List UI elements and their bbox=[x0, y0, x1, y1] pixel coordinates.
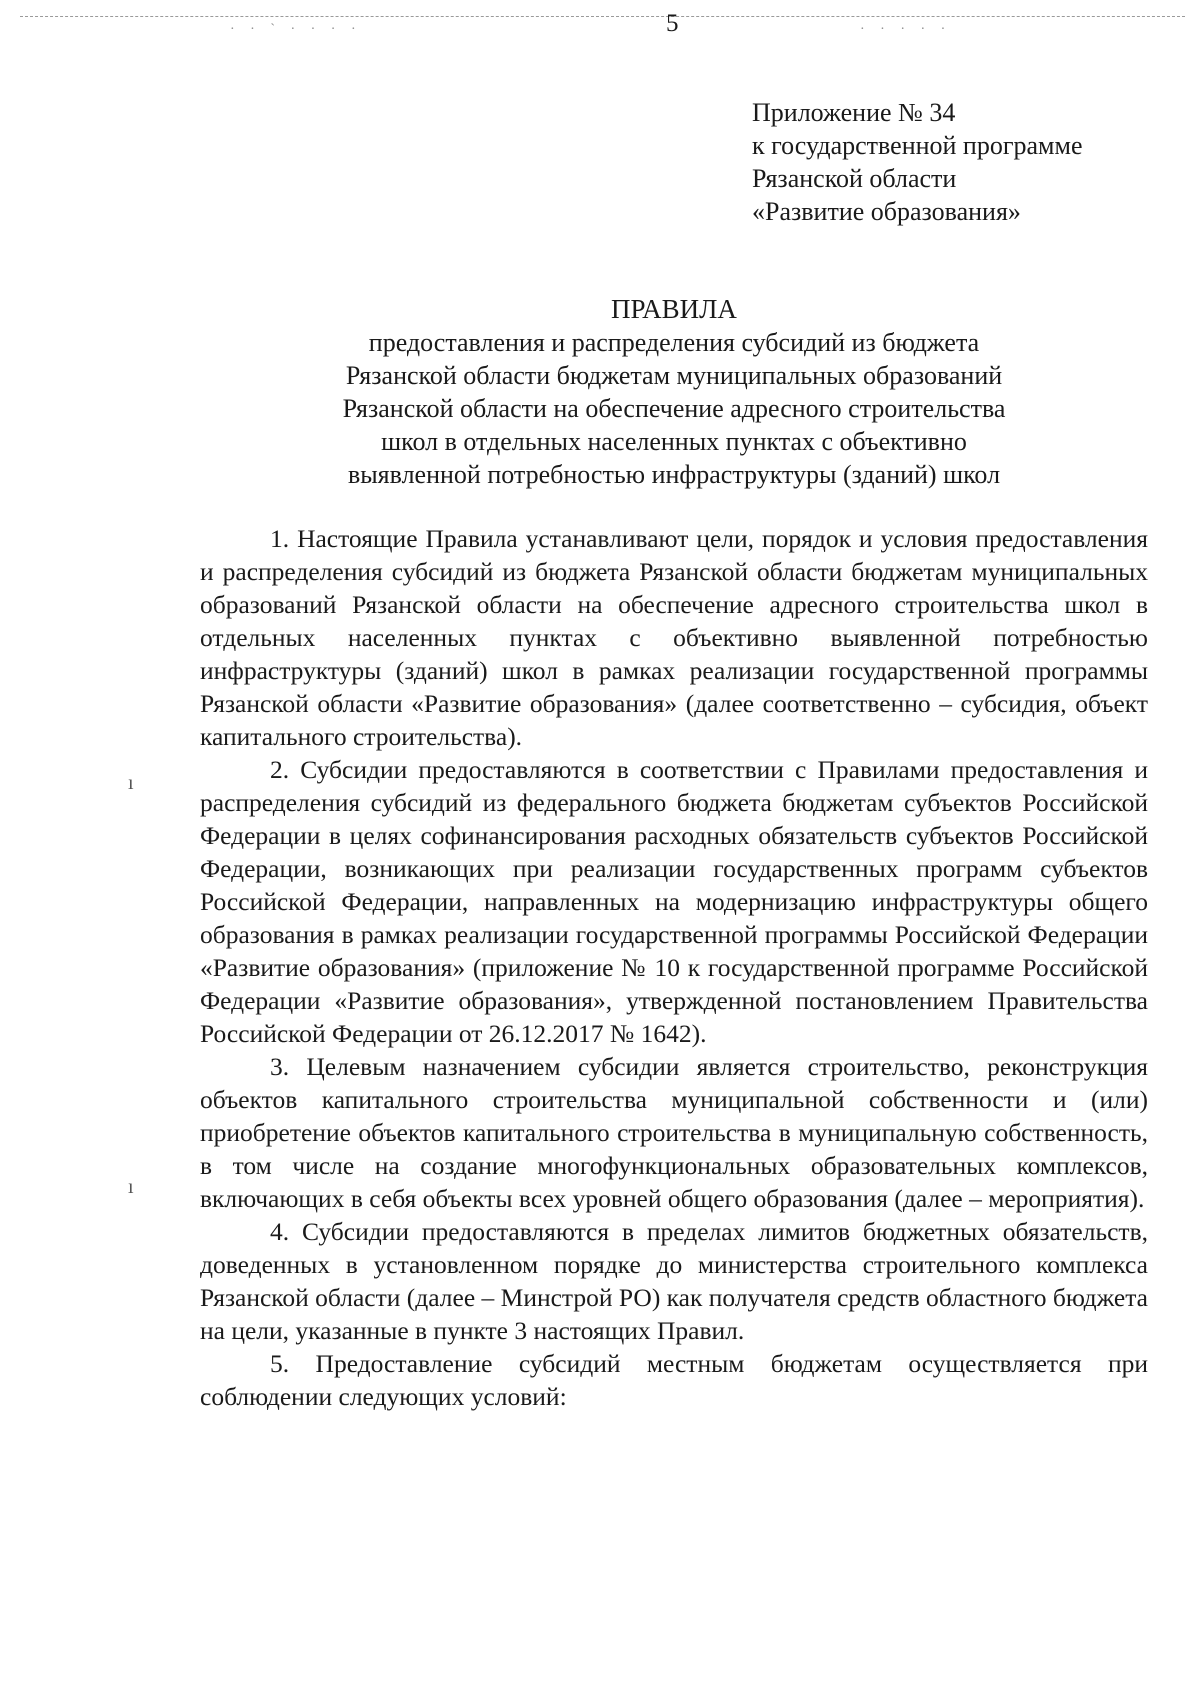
margin-mark: ı bbox=[128, 772, 134, 794]
paragraph-3: 3. Целевым назначением субсидии является строительство, реконструкция объектов капитального строительства муниципальной собственности и (или) приобретение объектов капитального строительства в муниципальную собственность, в том числе на создание многофункциональных образовательных комплексов, включающих в себя объекты всех уровней общего образования (далее – мероприятия). bbox=[200, 1052, 1148, 1213]
heading-line: Рязанской области бюджетам муниципальных образований bbox=[345, 361, 1003, 390]
heading-line: предоставления и распределения субсидий из бюджета bbox=[368, 328, 980, 357]
margin-mark: ı bbox=[128, 1176, 134, 1198]
appendix-line: Приложение № 34 bbox=[752, 98, 956, 127]
heading-line: выявленной потребностью инфраструктуры (зданий) школ bbox=[347, 460, 1001, 489]
paragraph-5: 5. Предоставление субсидий местным бюджетам осуществляется при соблюдении следующих условий: bbox=[200, 1349, 1148, 1411]
paragraph-2: 2. Субсидии предоставляются в соответствии с Правилами предоставления и распределения субсидий из федерального бюджета бюджетам субъектов Российской Федерации в целях софинансирования расходных обязательств субъектов Российской Федерации, возникающих при реализации государственных программ субъектов Российской Федерации, направленных на модернизацию инфраструктуры общего образования в рамках реализации государственной программы Российской Федерации «Развитие образования» (приложение № 10 к государственной программе Российской Федерации «Развитие образования», утвержденной постановлением Правительства Российской Федерации от 26.12.2017 № 1642). bbox=[200, 755, 1148, 1048]
appendix-line: Рязанской области bbox=[752, 164, 957, 193]
paragraph-4: 4. Субсидии предоставляются в пределах лимитов бюджетных обязательств, доведенных в установленном порядке до министерства строительного комплекса Рязанской области (далее – Минстрой РО) как получателя средств областного бюджета на цели, указанные в пункте 3 настоящих Правил. bbox=[200, 1217, 1148, 1345]
appendix-block bbox=[752, 96, 1083, 228]
scan-artifact: · · · · · bbox=[860, 22, 952, 37]
document-body bbox=[200, 522, 1148, 1413]
paragraph-1: 1. Настоящие Правила устанавливают цели, порядок и условия предоставления и распределения субсидий из бюджета Рязанской области бюджетам муниципальных образований Рязанской области на обеспечение адресного строительства школ в отдельных населенных пунктах с объективно выявленной потребностью инфраструктуры (зданий) школ в рамках реализации государственной программы Рязанской области «Развитие образования» (далее соответственно – субсидия, объект капитального строительства). bbox=[200, 524, 1148, 751]
document-heading bbox=[200, 293, 1148, 491]
appendix-line: «Развитие образования» bbox=[752, 197, 1021, 226]
heading-line: Рязанской области на обеспечение адресного строительства bbox=[342, 394, 1006, 423]
page-number: 5 bbox=[666, 10, 679, 37]
scan-artifact: · · ` · · · · bbox=[230, 22, 362, 37]
heading-line: школ в отдельных населенных пунктах с объективно bbox=[381, 427, 967, 456]
document-title: ПРАВИЛА bbox=[611, 294, 737, 324]
appendix-line: к государственной программе bbox=[752, 131, 1083, 160]
scan-edge-line bbox=[20, 16, 1185, 17]
